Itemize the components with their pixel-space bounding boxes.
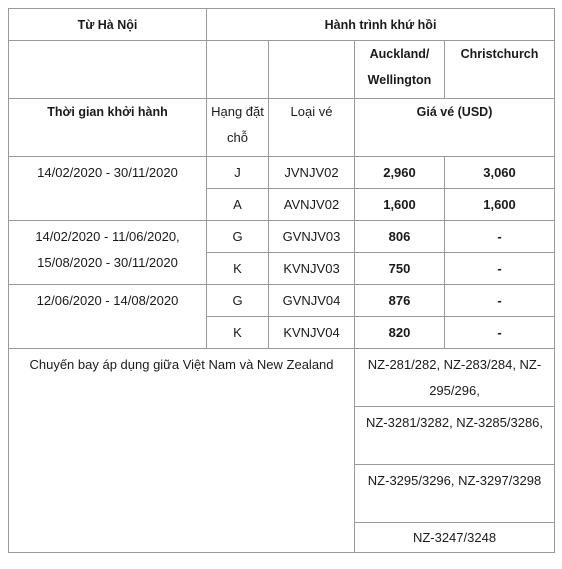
price-christchurch: - [445, 253, 555, 285]
price-auckland: 1,600 [355, 189, 445, 221]
auckland-wellington-header: Auckland/ Wellington [355, 41, 445, 99]
flight-numbers: NZ-281/282, NZ-283/284, NZ-295/296, [355, 349, 555, 407]
empty-cell [269, 41, 355, 99]
price-header: Giá vé (USD) [355, 99, 555, 157]
christchurch-header: Christchurch [445, 41, 555, 99]
price-christchurch: - [445, 221, 555, 253]
departure-period: 14/02/2020 - 11/06/2020, 15/08/2020 - 30/11/2020 [9, 221, 207, 285]
fare-code: GVNJV03 [269, 221, 355, 253]
empty-cell [9, 41, 207, 99]
from-hanoi-header: Từ Hà Nội [9, 9, 207, 41]
empty-cell [207, 41, 269, 99]
fare-code: KVNJV04 [269, 317, 355, 349]
booking-class: A [207, 189, 269, 221]
booking-class: G [207, 285, 269, 317]
price-christchurch: - [445, 285, 555, 317]
fare-code: KVNJV03 [269, 253, 355, 285]
booking-class: J [207, 157, 269, 189]
price-auckland: 876 [355, 285, 445, 317]
departure-period: 12/06/2020 - 14/08/2020 [9, 285, 207, 349]
fare-type-header: Loại vé [269, 99, 355, 157]
booking-class: G [207, 221, 269, 253]
flight-numbers: NZ-3295/3296, NZ-3297/3298 [355, 465, 555, 523]
price-christchurch: 1,600 [445, 189, 555, 221]
flight-numbers: NZ-3281/3282, NZ-3285/3286, [355, 407, 555, 465]
fare-table [8, 8, 555, 553]
booking-class: K [207, 317, 269, 349]
departure-time-header: Thời gian khởi hành [9, 99, 207, 157]
price-auckland: 2,960 [355, 157, 445, 189]
fare-code: AVNJV02 [269, 189, 355, 221]
departure-period: 14/02/2020 - 30/11/2020 [9, 157, 207, 221]
price-christchurch: 3,060 [445, 157, 555, 189]
price-auckland: 750 [355, 253, 445, 285]
booking-class-header: Hạng đặt chỗ [207, 99, 269, 157]
round-trip-header: Hành trình khứ hồi [207, 9, 555, 41]
applicable-flights-note: Chuyến bay áp dụng giữa Việt Nam và New Zealand [9, 349, 355, 553]
price-auckland: 820 [355, 317, 445, 349]
fare-code: JVNJV02 [269, 157, 355, 189]
price-christchurch: - [445, 317, 555, 349]
flight-numbers: NZ-3247/3248 [355, 523, 555, 553]
fare-code: GVNJV04 [269, 285, 355, 317]
booking-class: K [207, 253, 269, 285]
price-auckland: 806 [355, 221, 445, 253]
